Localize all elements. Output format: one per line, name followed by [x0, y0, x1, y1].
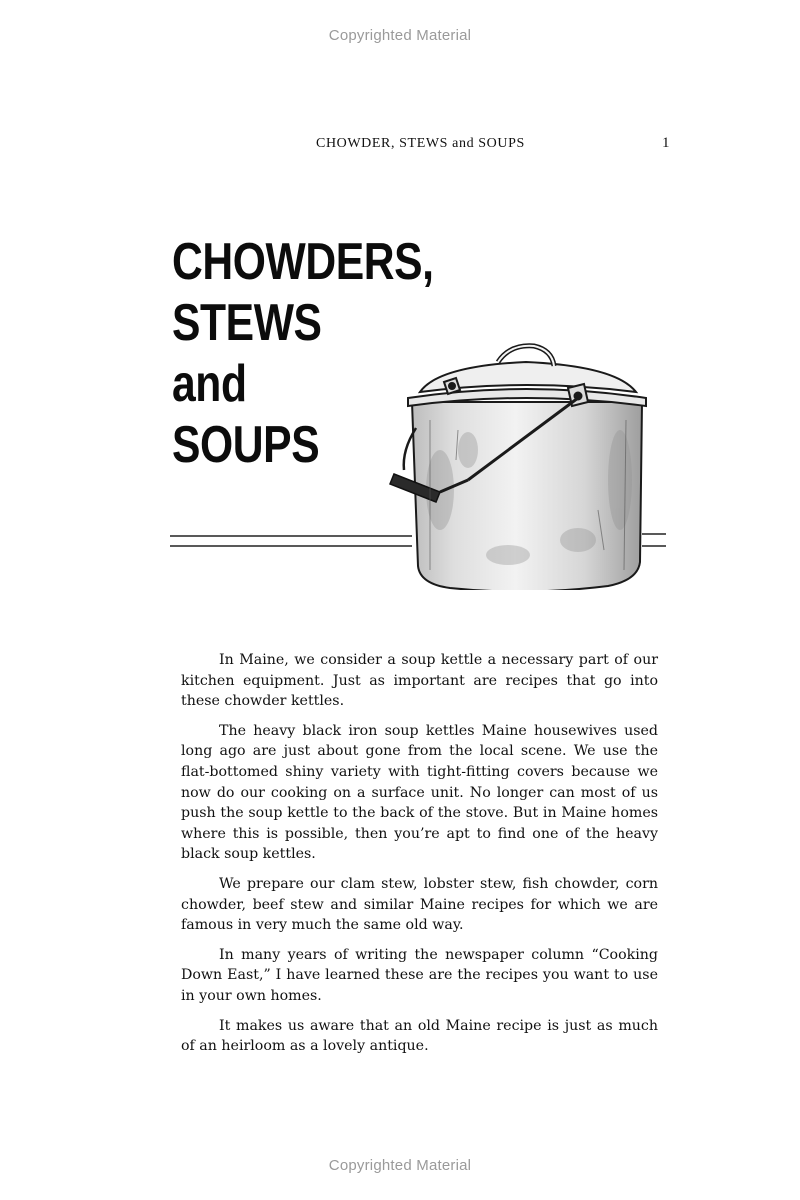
chapter-title-line: and	[172, 355, 247, 413]
soup-kettle-icon	[168, 340, 668, 590]
chapter-title-line: CHOWDERS,	[172, 233, 434, 291]
paragraph: It makes us aware that an old Maine recipe is just as much of an heirloom as a lovely antique.	[181, 1017, 658, 1055]
paragraph: In many years of writing the newspaper column “Cooking Down East,” I have learned these are the recipes you want to use in your own homes.	[181, 946, 658, 1004]
chapter-title-line: SOUPS	[172, 416, 320, 474]
paragraph: The heavy black iron soup kettles Maine housewives used long ago are just about gone from the local scene. We use the flat-bottomed shiny variety with tight-fitting covers because we now do our cooking on a surface unit. No longer can most of us push the soup kettle to the back of the stove. But in Maine homes where this is possible, then you’re apt to find one of the heavy black soup kettles.	[181, 722, 658, 863]
chapter-title-line: STEWS	[172, 294, 322, 352]
body-text	[181, 650, 658, 1066]
copyright-watermark-top: Copyrighted Material	[328, 27, 472, 44]
running-head: CHOWDER, STEWS and SOUPS	[316, 136, 525, 151]
page-number: 1	[662, 135, 670, 151]
paragraph: We prepare our clam stew, lobster stew, fish chowder, corn chowder, beef stew and similar Maine recipes for which we are famous in very much the same old way.	[181, 875, 658, 934]
copyright-watermark-bottom: Copyrighted Material	[328, 1157, 472, 1174]
paragraph: In Maine, we consider a soup kettle a necessary part of our kitchen equipment. Just as important are recipes that go into these chowder kettles.	[181, 652, 658, 710]
